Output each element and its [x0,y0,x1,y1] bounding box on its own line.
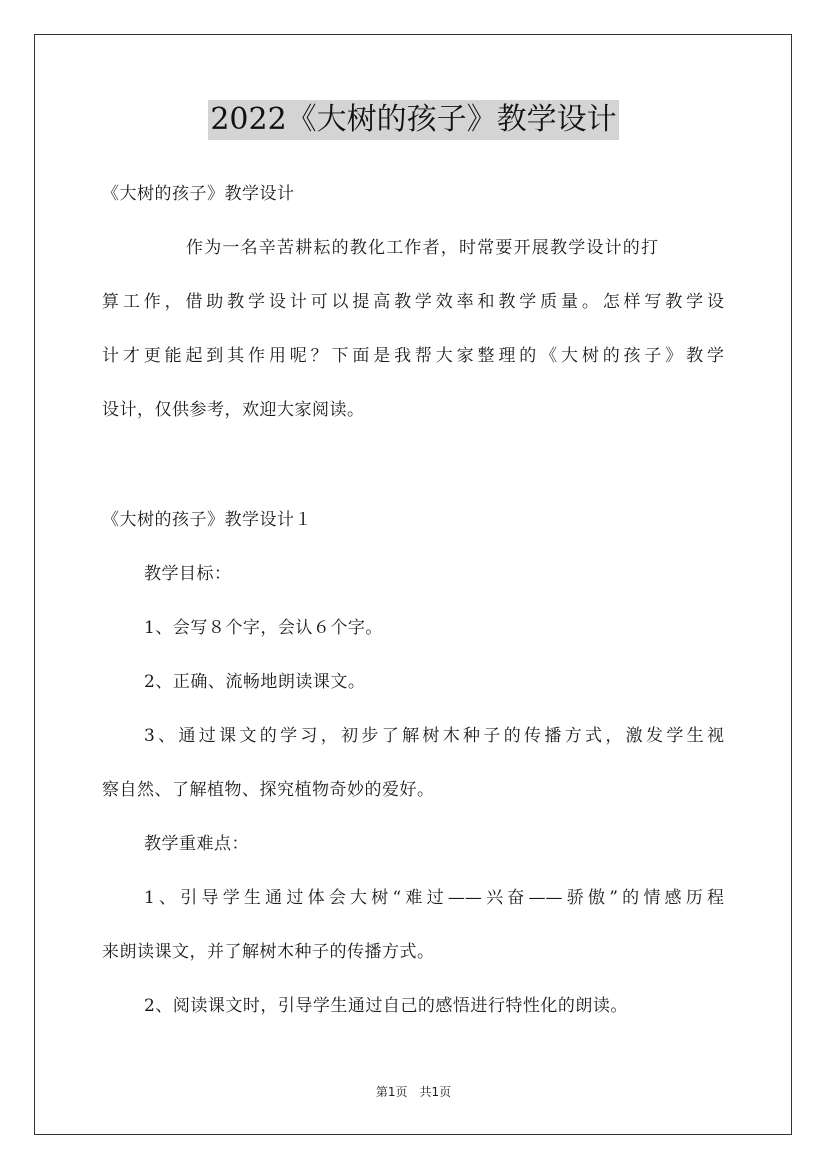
intro-line-3: 计才更能起到其作用呢？下面是我帮大家整理的《大树的孩子》教学 [102,346,724,366]
subtitle: 《大树的孩子》教学设计 [102,184,295,204]
goal-2: 2、正确、流畅地朗读课文。 [144,672,366,692]
section-heading: 《大树的孩子》教学设计１ [102,510,312,530]
key-point-1-line-2: 来朗读课文，并了解树木种子的传播方式。 [102,942,435,962]
key-point-1-line-1: 1、引导学生通过体会大树“难过——兴奋——骄傲”的情感历程 [144,888,724,908]
intro-line-1: 作为一名辛苦耕耘的教化工作者，时常要开展教学设计的打 [186,238,660,258]
key-points-label: 教学重难点： [144,834,249,854]
document-title: 2022《大树的孩子》教学设计 [208,100,618,140]
goals-label: 教学目标： [144,564,232,584]
goal-3-line-1: 3、通过课文的学习，初步了解树木种子的传播方式，激发学生视 [144,726,724,746]
key-point-2: 2、阅读课文时，引导学生通过自己的感悟进行特性化的朗读。 [144,996,628,1016]
goal-1: 1、会写８个字，会认６个字。 [144,618,383,638]
goal-3-line-2: 察自然、了解植物、探究植物奇妙的爱好。 [102,780,435,800]
intro-line-2: 算工作，借助教学设计可以提高教学效率和教学质量。怎样写教学设 [102,292,724,312]
title-wrap [0,100,827,140]
intro-line-4: 设计，仅供参考，欢迎大家阅读。 [102,400,365,420]
page-footer: 第1页 共1页 [375,1085,452,1099]
